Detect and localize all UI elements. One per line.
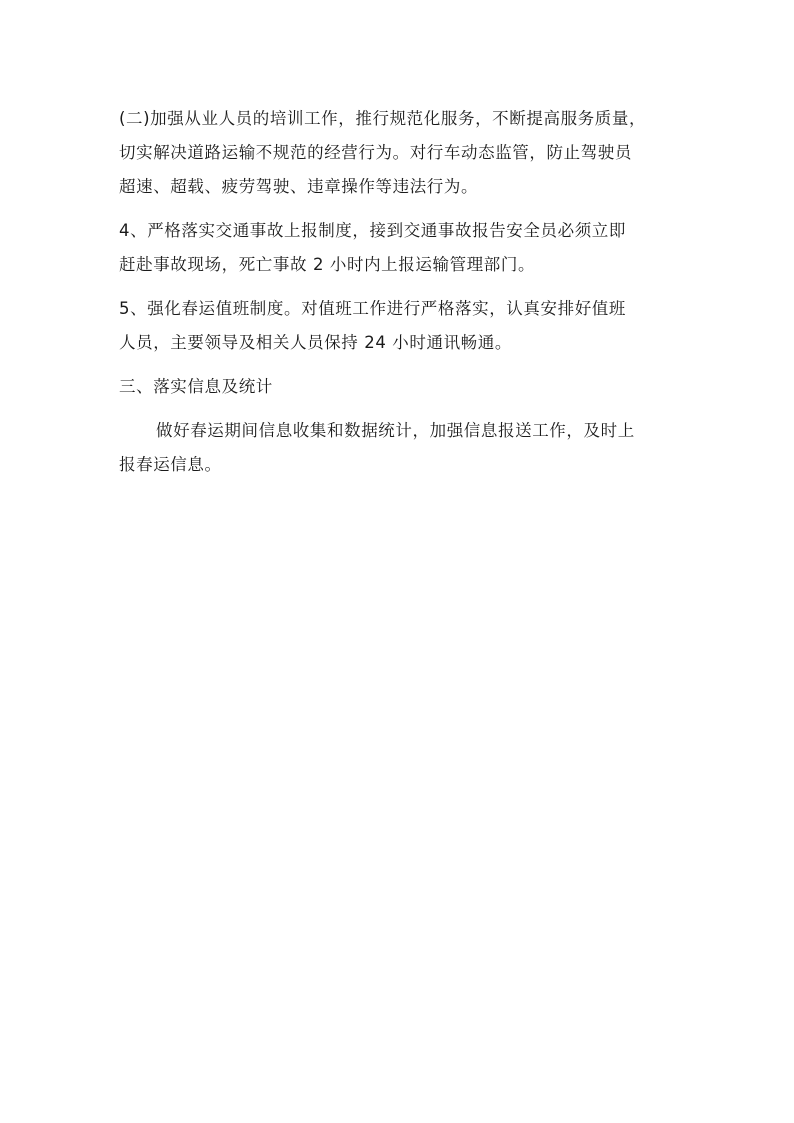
paragraph-duty-system (119, 292, 679, 360)
text-line: 切实解决道路运输不规范的经营行为。对行车动态监管，防止驾驶员 (119, 143, 632, 162)
text-line: 做好春运期间信息收集和数据统计，加强信息报送工作，及时上 (156, 421, 635, 440)
text-line: 超速、超载、疲劳驾驶、违章操作等违法行为。 (119, 177, 479, 196)
text-line: 人员，主要领导及相关人员保持 24 小时通讯畅通。 (119, 333, 512, 352)
text-line: 5、强化春运值班制度。对值班工作进行严格落实，认真安排好值班 (119, 299, 626, 318)
text-line: 4、严格落实交通事故上报制度，接到交通事故报告安全员必须立即 (119, 221, 626, 240)
text-line: 报春运信息。 (119, 455, 222, 474)
text-line: 赶赴事故现场，死亡事故 2 小时内上报运输管理部门。 (119, 255, 536, 274)
paragraph-accident-reporting (119, 214, 679, 282)
section-heading: 三、落实信息及统计 (119, 377, 273, 396)
document-body (119, 102, 679, 492)
paragraph-training (119, 102, 679, 204)
text-line: (二)加强从业人员的培训工作，推行规范化服务，不断提高服务质量， (119, 109, 647, 128)
paragraph-information-reporting (119, 414, 679, 482)
